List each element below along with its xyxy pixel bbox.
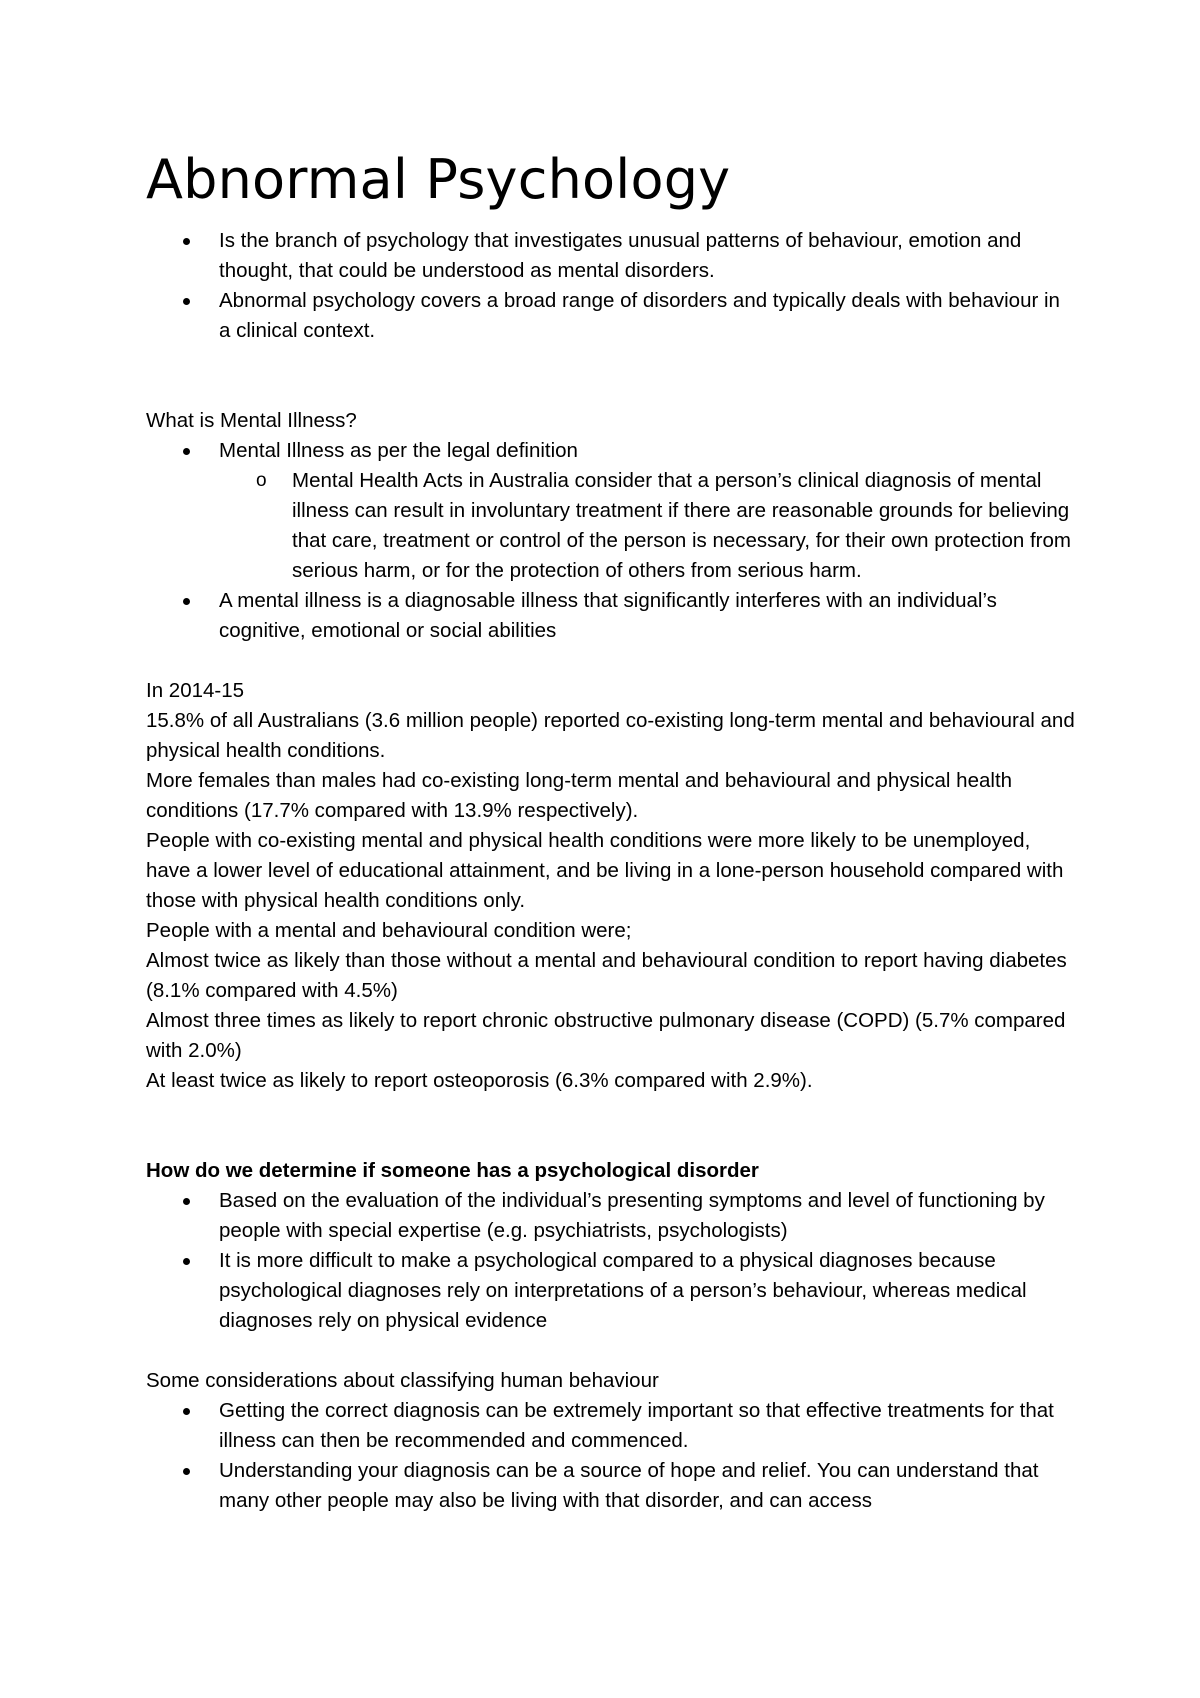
considerations-heading: Some considerations about classifying human behaviour (146, 1369, 659, 1392)
considerations-bullet-item: Understanding your diagnosis can be a source of hope and relief. You can understand that many other people may also be living with that disorder, and can access (219, 1456, 1076, 1516)
legal-definition-subitem: o Mental Health Acts in Australia consider that a person’s clinical diagnosis of mental illness can result in involuntary treatment if there are reasonable grounds for believing that care, treatment or control of the person is necessary, for their own protection from serious harm, or for the protection of others from serious harm. (292, 466, 1076, 586)
intro-bullet-item: Is the branch of psychology that investigates unusual patterns of behaviour, emotion and thought, that could be understood as mental disorders. (219, 226, 1076, 286)
stats-line: People with co-existing mental and physical health conditions were more likely to be unemployed, have a lower level of educational attainment, and be living in a lone-person household compared with those with physical health conditions only. (146, 829, 1064, 912)
mental-illness-bullet-item: A mental illness is a diagnosable illness that significantly interferes with an individual’s cognitive, emotional or social abilities (219, 586, 1076, 646)
stats-line: Almost twice as likely than those without a mental and behavioural condition to report having diabetes (8.1% compared with 4.5%) (146, 949, 1067, 1002)
mental-illness-heading: What is Mental Illness? (146, 409, 357, 432)
document-body (146, 148, 1076, 1516)
stats-line: More females than males had co-existing long-term mental and behavioural and physical health conditions (17.7% compared with 13.9% respectively). (146, 769, 1013, 822)
stats-line: At least twice as likely to report osteoporosis (6.3% compared with 2.9%). (146, 1069, 813, 1092)
document-title: Abnormal Psychology (146, 148, 731, 211)
considerations-bullet-item: Getting the correct diagnosis can be extremely important so that effective treatments for that illness can then be recommended and commenced. (219, 1396, 1076, 1456)
stats-heading: In 2014-15 (146, 679, 245, 702)
determine-bullet-list (146, 1186, 1076, 1336)
considerations-bullet-list (146, 1396, 1076, 1516)
determine-bullet-item: It is more difficult to make a psychological compared to a physical diagnoses because psychological diagnoses rely on interpretations of a person’s behaviour, whereas medical diagnoses rely on physical evidence (219, 1246, 1076, 1336)
determine-heading: How do we determine if someone has a psychological disorder (146, 1159, 759, 1182)
spacer (146, 646, 1076, 676)
intro-bullet-item: Abnormal psychology covers a broad range of disorders and typically deals with behaviour in a clinical context. (219, 286, 1076, 346)
intro-section (146, 226, 1076, 1516)
stats-line: People with a mental and behavioural condition were; (146, 919, 632, 942)
legal-definition-sublist (219, 466, 1076, 586)
mental-illness-bullet-item (219, 436, 1076, 586)
stats-line: 15.8% of all Australians (3.6 million people) reported co-existing long-term mental and behavioural and physical health conditions. (146, 709, 1075, 762)
spacer (146, 346, 1076, 406)
spacer (146, 1096, 1076, 1156)
mental-illness-legal-definition: Mental Illness as per the legal definition (219, 439, 578, 462)
stats-line: Almost three times as likely to report chronic obstructive pulmonary disease (COPD) (5.7% compared with 2.0%) (146, 1009, 1066, 1062)
mental-illness-bullet-list (146, 436, 1076, 646)
determine-bullet-item: Based on the evaluation of the individual’s presenting symptoms and level of functioning by people with special expertise (e.g. psychiatrists, psychologists) (219, 1186, 1076, 1246)
intro-bullet-list (146, 226, 1076, 346)
spacer (146, 1336, 1076, 1366)
